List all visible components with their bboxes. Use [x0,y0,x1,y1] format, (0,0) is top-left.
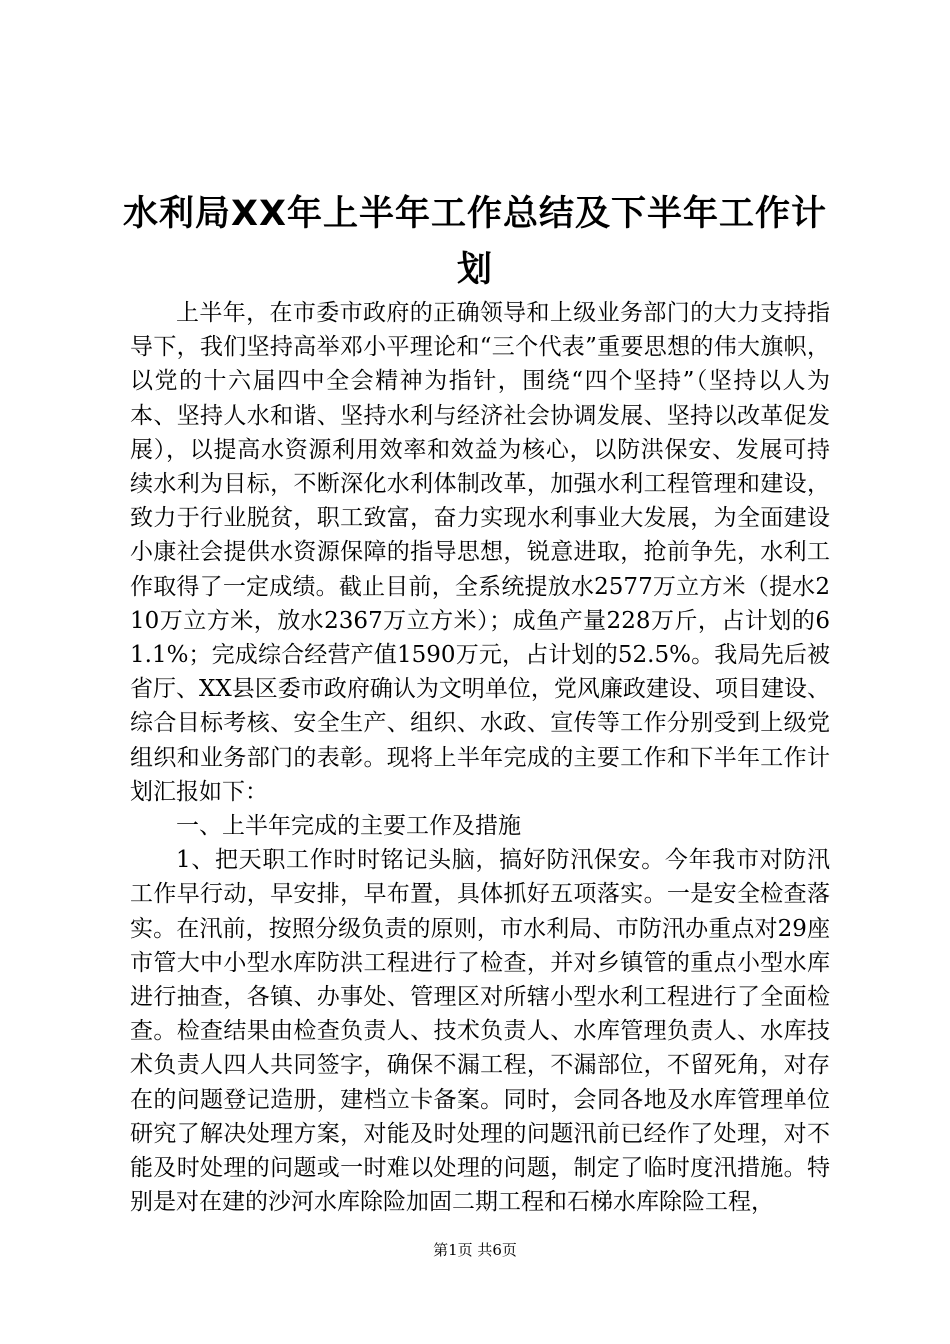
document-title: 水利局XX年上半年工作总结及下半年工作计划 [123,194,827,290]
intro-paragraph: 上半年，在市委市政府的正确领导和上级业务部门的大力支持指导下，我们坚持高举邓小平理论和“三个代表”重要思想的伟大旗帜，以党的十六届四中全会精神为指针，围绕“四个坚持”（坚持以人为本、坚持人水和谐、坚持水利与经济社会协调发展、坚持以改革促发展），以提高水资源利用效率和效益为核心，以防洪保安、发展可持续水利为目标，不断深化水利体制改革，加强水利工程管理和建设，致力于行业脱贫，职工致富，奋力实现水利事业大发展，为全面建设小康社会提供水资源保障的指导思想，锐意进取，抢前争先，水利工作取得了一定成绩。截止目前，全系统提放水2577万立方米（提水210万立方米，放水2367万立方米）；成鱼产量228万斤，占计划的61.1%；完成综合经营产值1590万元，占计划的52.5%。我局先后被省厅、XX县区委市政府确认为文明单位，党风廉政建设、项目建设、综合目标考核、安全生产、组织、水政、宣传等工作分别受到上级党组织和业务部门的表彰。现将上半年完成的主要工作和下半年工作计划汇报如下： [130,300,830,805]
document-body [130,296,830,1219]
flood-control-paragraph: 1、把天职工作时时铭记头脑，搞好防汛保安。今年我市对防汛工作早行动，早安排，早布置，具体抓好五项落实。一是安全检查落实。在汛前，按照分级负责的原则，市水利局、市防汛办重点对29座市管大中小型水库防洪工程进行了检查，并对乡镇管的重点小型水库进行抽查，各镇、办事处、管理区对所辖小型水利工程进行了全面检查。检查结果由检查负责人、技术负责人、水库管理负责人、水库技术负责人四人共同签字，确保不漏工程，不漏部位，不留死角，对存在的问题登记造册，建档立卡备案。同时，会同各地及水库管理单位研究了解决处理方案，对能及时处理的问题汛前已经作了处理，对不能及时处理的问题或一时难以处理的问题，制定了临时度汛措施。特别是对在建的沙河水库除险加固二期工程和石梯水库除险工程， [130,847,830,1216]
section-heading: 一、上半年完成的主要工作及措施 [176,813,521,840]
page-number-footer: 第1页 共6页 [433,1241,517,1259]
